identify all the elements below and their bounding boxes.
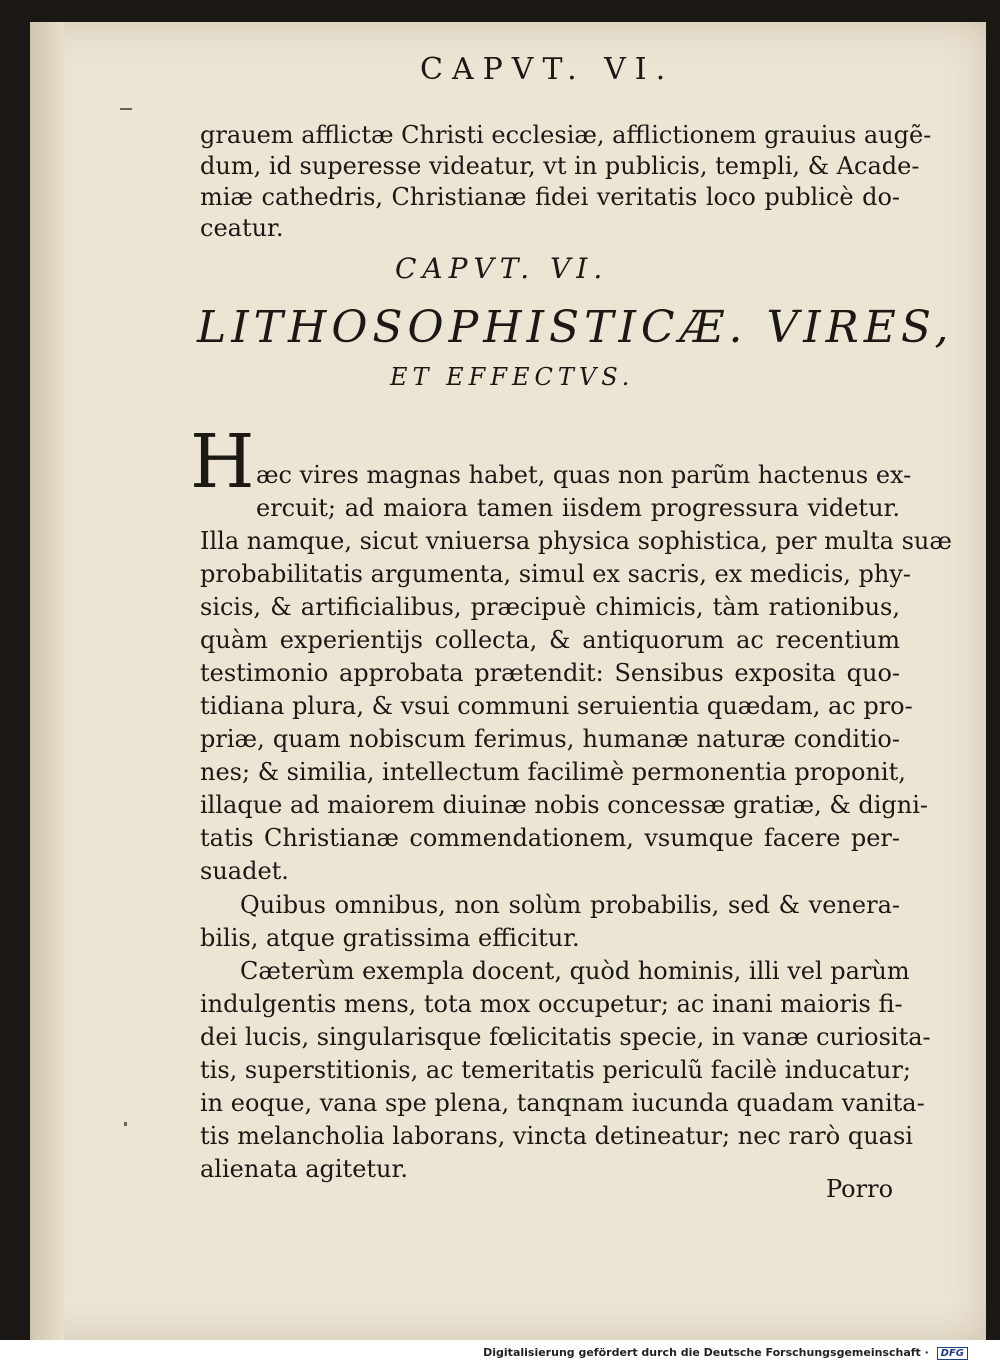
chapter-title: LITHOSOPHISTICÆ. VIRES, (197, 302, 954, 353)
text-line: sicis, & artificialibus, præcipuè chimicis, tàm rationibus, (200, 593, 900, 621)
chapter-subtitle: ET EFFECTVS. (390, 363, 635, 391)
text-line: ceatur. (200, 214, 284, 242)
text-line: nes; & similia, intellectum facilimè permonentia proponit, (200, 758, 906, 786)
text-line: bilis, atque gratissima efficitur. (200, 924, 580, 952)
catchword: Porro (826, 1175, 894, 1203)
footer-credit-text: Digitalisierung gefördert durch die Deutsche Forschungsgemeinschaft · (483, 1346, 929, 1359)
text-line: miæ cathedris, Christianæ fidei veritatis loco publicè do- (200, 183, 900, 211)
text-line: dei lucis, singularisque fœlicitatis specie, in vanæ curiosita- (200, 1023, 931, 1051)
text-line: dum, id superesse videatur, vt in publicis, templi, & Acade- (200, 152, 920, 180)
text-line: tis, superstitionis, ac temeritatis periculũ facilè inducatur; (200, 1056, 911, 1084)
chapter-heading: CAPVT. VI. (395, 252, 609, 285)
text-line: in eoque, vana spe plena, tanqnam iucunda quadam vanita- (200, 1089, 925, 1117)
text-line: probabilitatis argumenta, simul ex sacris, ex medicis, phy- (200, 560, 912, 588)
text-line: priæ, quam nobiscum ferimus, humanæ naturæ conditio- (200, 725, 900, 753)
text-line: alienata agitetur. (200, 1155, 408, 1183)
dfg-logo: DFG (937, 1347, 968, 1360)
text-line: suadet. (200, 857, 289, 885)
text-line: Quibus omnibus, non solùm probabilis, sed & venera- (240, 891, 900, 919)
text-line: indulgentis mens, tota mox occupetur; ac inani maioris fi- (200, 990, 903, 1018)
page-gutter (30, 22, 64, 1340)
margin-mark (120, 108, 132, 110)
text-line: testimonio approbata prætendit: Sensibus exposita quo- (200, 659, 900, 687)
text-line: tidiana plura, & vsui communi seruientia quædam, ac pro- (200, 692, 913, 720)
running-head: CAPVT. VI. (420, 52, 675, 87)
text-line: quàm experientijs collecta, & antiquorum ac recentium (200, 626, 900, 654)
text-line: Cæterùm exempla docent, quòd hominis, illi vel parùm (240, 957, 910, 985)
drop-cap: H (190, 419, 255, 505)
text-line: ercuit; ad maiora tamen iisdem progressura videtur. (256, 494, 900, 522)
text-line: æc vires magnas habet, quas non parũm hactenus ex- (256, 461, 912, 489)
margin-mark (124, 1122, 127, 1126)
text-line: tatis Christianæ commendationem, vsumque facere per- (200, 824, 900, 852)
text-line: grauem afflictæ Christi ecclesiæ, afflictionem grauius augẽ- (200, 121, 932, 149)
text-line: illaque ad maiorem diuinæ nobis concessæ gratiæ, & digni- (200, 791, 928, 819)
text-line: Illa namque, sicut vniuersa physica sophistica, per multa suæ (200, 527, 952, 555)
footer-credit (483, 1346, 968, 1360)
text-line: tis melancholia laborans, vincta detineatur; nec rarò quasi (200, 1122, 913, 1150)
